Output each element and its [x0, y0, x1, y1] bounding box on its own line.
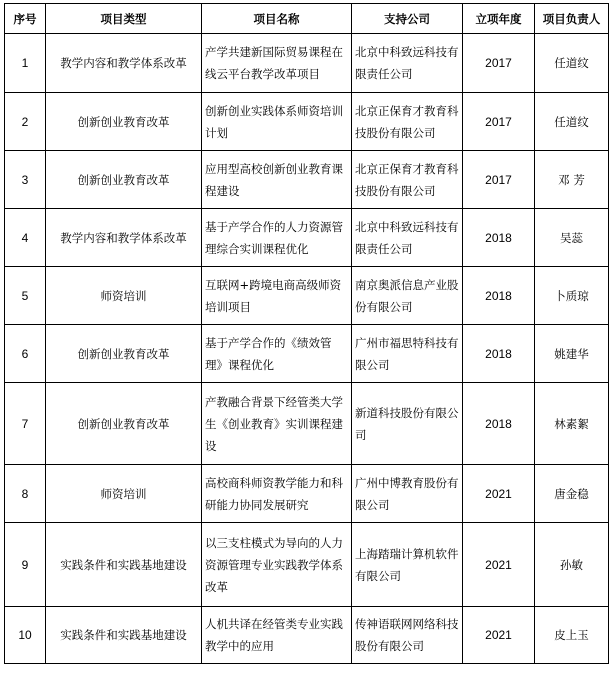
cell-company: 北京正保育才教育科技股份有限公司 — [352, 151, 463, 209]
cell-leader: 姚建华 — [535, 325, 609, 383]
cell-no: 6 — [5, 325, 46, 383]
cell-leader: 任道纹 — [535, 34, 609, 93]
cell-company: 新道科技股份有限公司 — [352, 383, 463, 465]
cell-name: 以三支柱模式为导向的人力资源管理专业实践教学体系改革 — [202, 523, 352, 607]
cell-name: 高校商科师资教学能力和科研能力协同发展研究 — [202, 465, 352, 523]
header-year: 立项年度 — [463, 4, 535, 34]
cell-year: 2018 — [463, 267, 535, 325]
cell-name: 基于产学合作的《绩效管理》课程优化 — [202, 325, 352, 383]
table-row — [5, 523, 609, 607]
header-type: 项目类型 — [46, 4, 202, 34]
header-no: 序号 — [5, 4, 46, 34]
cell-leader: 卜质琼 — [535, 267, 609, 325]
cell-year: 2021 — [463, 465, 535, 523]
table-row — [5, 607, 609, 664]
cell-no: 10 — [5, 607, 46, 664]
cell-type: 创新创业教育改革 — [46, 151, 202, 209]
cell-company: 广州市福思特科技有限公司 — [352, 325, 463, 383]
cell-company: 北京中科致远科技有限责任公司 — [352, 209, 463, 267]
projects-table — [4, 3, 609, 664]
cell-type: 创新创业教育改革 — [46, 383, 202, 465]
cell-no: 2 — [5, 93, 46, 151]
header-row — [5, 4, 609, 34]
cell-name: 产教融合背景下经管类大学生《创业教育》实训课程建设 — [202, 383, 352, 465]
cell-no: 9 — [5, 523, 46, 607]
cell-no: 4 — [5, 209, 46, 267]
cell-no: 7 — [5, 383, 46, 465]
table-row — [5, 325, 609, 383]
cell-no: 1 — [5, 34, 46, 93]
cell-leader: 唐金稳 — [535, 465, 609, 523]
cell-company: 南京奥派信息产业股份有限公司 — [352, 267, 463, 325]
cell-name: 互联网+跨境电商高级师资培训项目 — [202, 267, 352, 325]
table-row — [5, 209, 609, 267]
cell-leader: 林素絮 — [535, 383, 609, 465]
cell-no: 8 — [5, 465, 46, 523]
cell-company: 广州中博教育股份有限公司 — [352, 465, 463, 523]
cell-company: 北京正保育才教育科技股份有限公司 — [352, 93, 463, 151]
cell-name: 产学共建新国际贸易课程在线云平台教学改革项目 — [202, 34, 352, 93]
cell-type: 创新创业教育改革 — [46, 325, 202, 383]
cell-year: 2018 — [463, 383, 535, 465]
cell-name: 创新创业实践体系师资培训计划 — [202, 93, 352, 151]
cell-name: 基于产学合作的人力资源管理综合实训课程优化 — [202, 209, 352, 267]
table-row — [5, 34, 609, 93]
cell-no: 3 — [5, 151, 46, 209]
cell-company: 上海踏瑞计算机软件有限公司 — [352, 523, 463, 607]
cell-year: 2018 — [463, 325, 535, 383]
cell-leader: 吴蕊 — [535, 209, 609, 267]
cell-type: 实践条件和实践基地建设 — [46, 607, 202, 664]
table-row — [5, 267, 609, 325]
cell-leader: 孙敏 — [535, 523, 609, 607]
cell-leader: 邓 芳 — [535, 151, 609, 209]
header-company: 支持公司 — [352, 4, 463, 34]
cell-name: 人机共译在经管类专业实践教学中的应用 — [202, 607, 352, 664]
cell-type: 创新创业教育改革 — [46, 93, 202, 151]
cell-year: 2017 — [463, 151, 535, 209]
cell-leader: 任道纹 — [535, 93, 609, 151]
cell-type: 教学内容和教学体系改革 — [46, 34, 202, 93]
cell-year: 2021 — [463, 523, 535, 607]
cell-leader: 皮上玉 — [535, 607, 609, 664]
table-row — [5, 465, 609, 523]
header-name: 项目名称 — [202, 4, 352, 34]
cell-type: 师资培训 — [46, 267, 202, 325]
table-row — [5, 93, 609, 151]
cell-type: 师资培训 — [46, 465, 202, 523]
cell-year: 2017 — [463, 93, 535, 151]
cell-year: 2017 — [463, 34, 535, 93]
cell-no: 5 — [5, 267, 46, 325]
cell-year: 2021 — [463, 607, 535, 664]
cell-type: 教学内容和教学体系改革 — [46, 209, 202, 267]
table-row — [5, 383, 609, 465]
cell-company: 传神语联网网络科技股份有限公司 — [352, 607, 463, 664]
cell-type: 实践条件和实践基地建设 — [46, 523, 202, 607]
table-row — [5, 151, 609, 209]
header-leader: 项目负责人 — [535, 4, 609, 34]
cell-name: 应用型高校创新创业教育课程建设 — [202, 151, 352, 209]
cell-year: 2018 — [463, 209, 535, 267]
cell-company: 北京中科致远科技有限责任公司 — [352, 34, 463, 93]
